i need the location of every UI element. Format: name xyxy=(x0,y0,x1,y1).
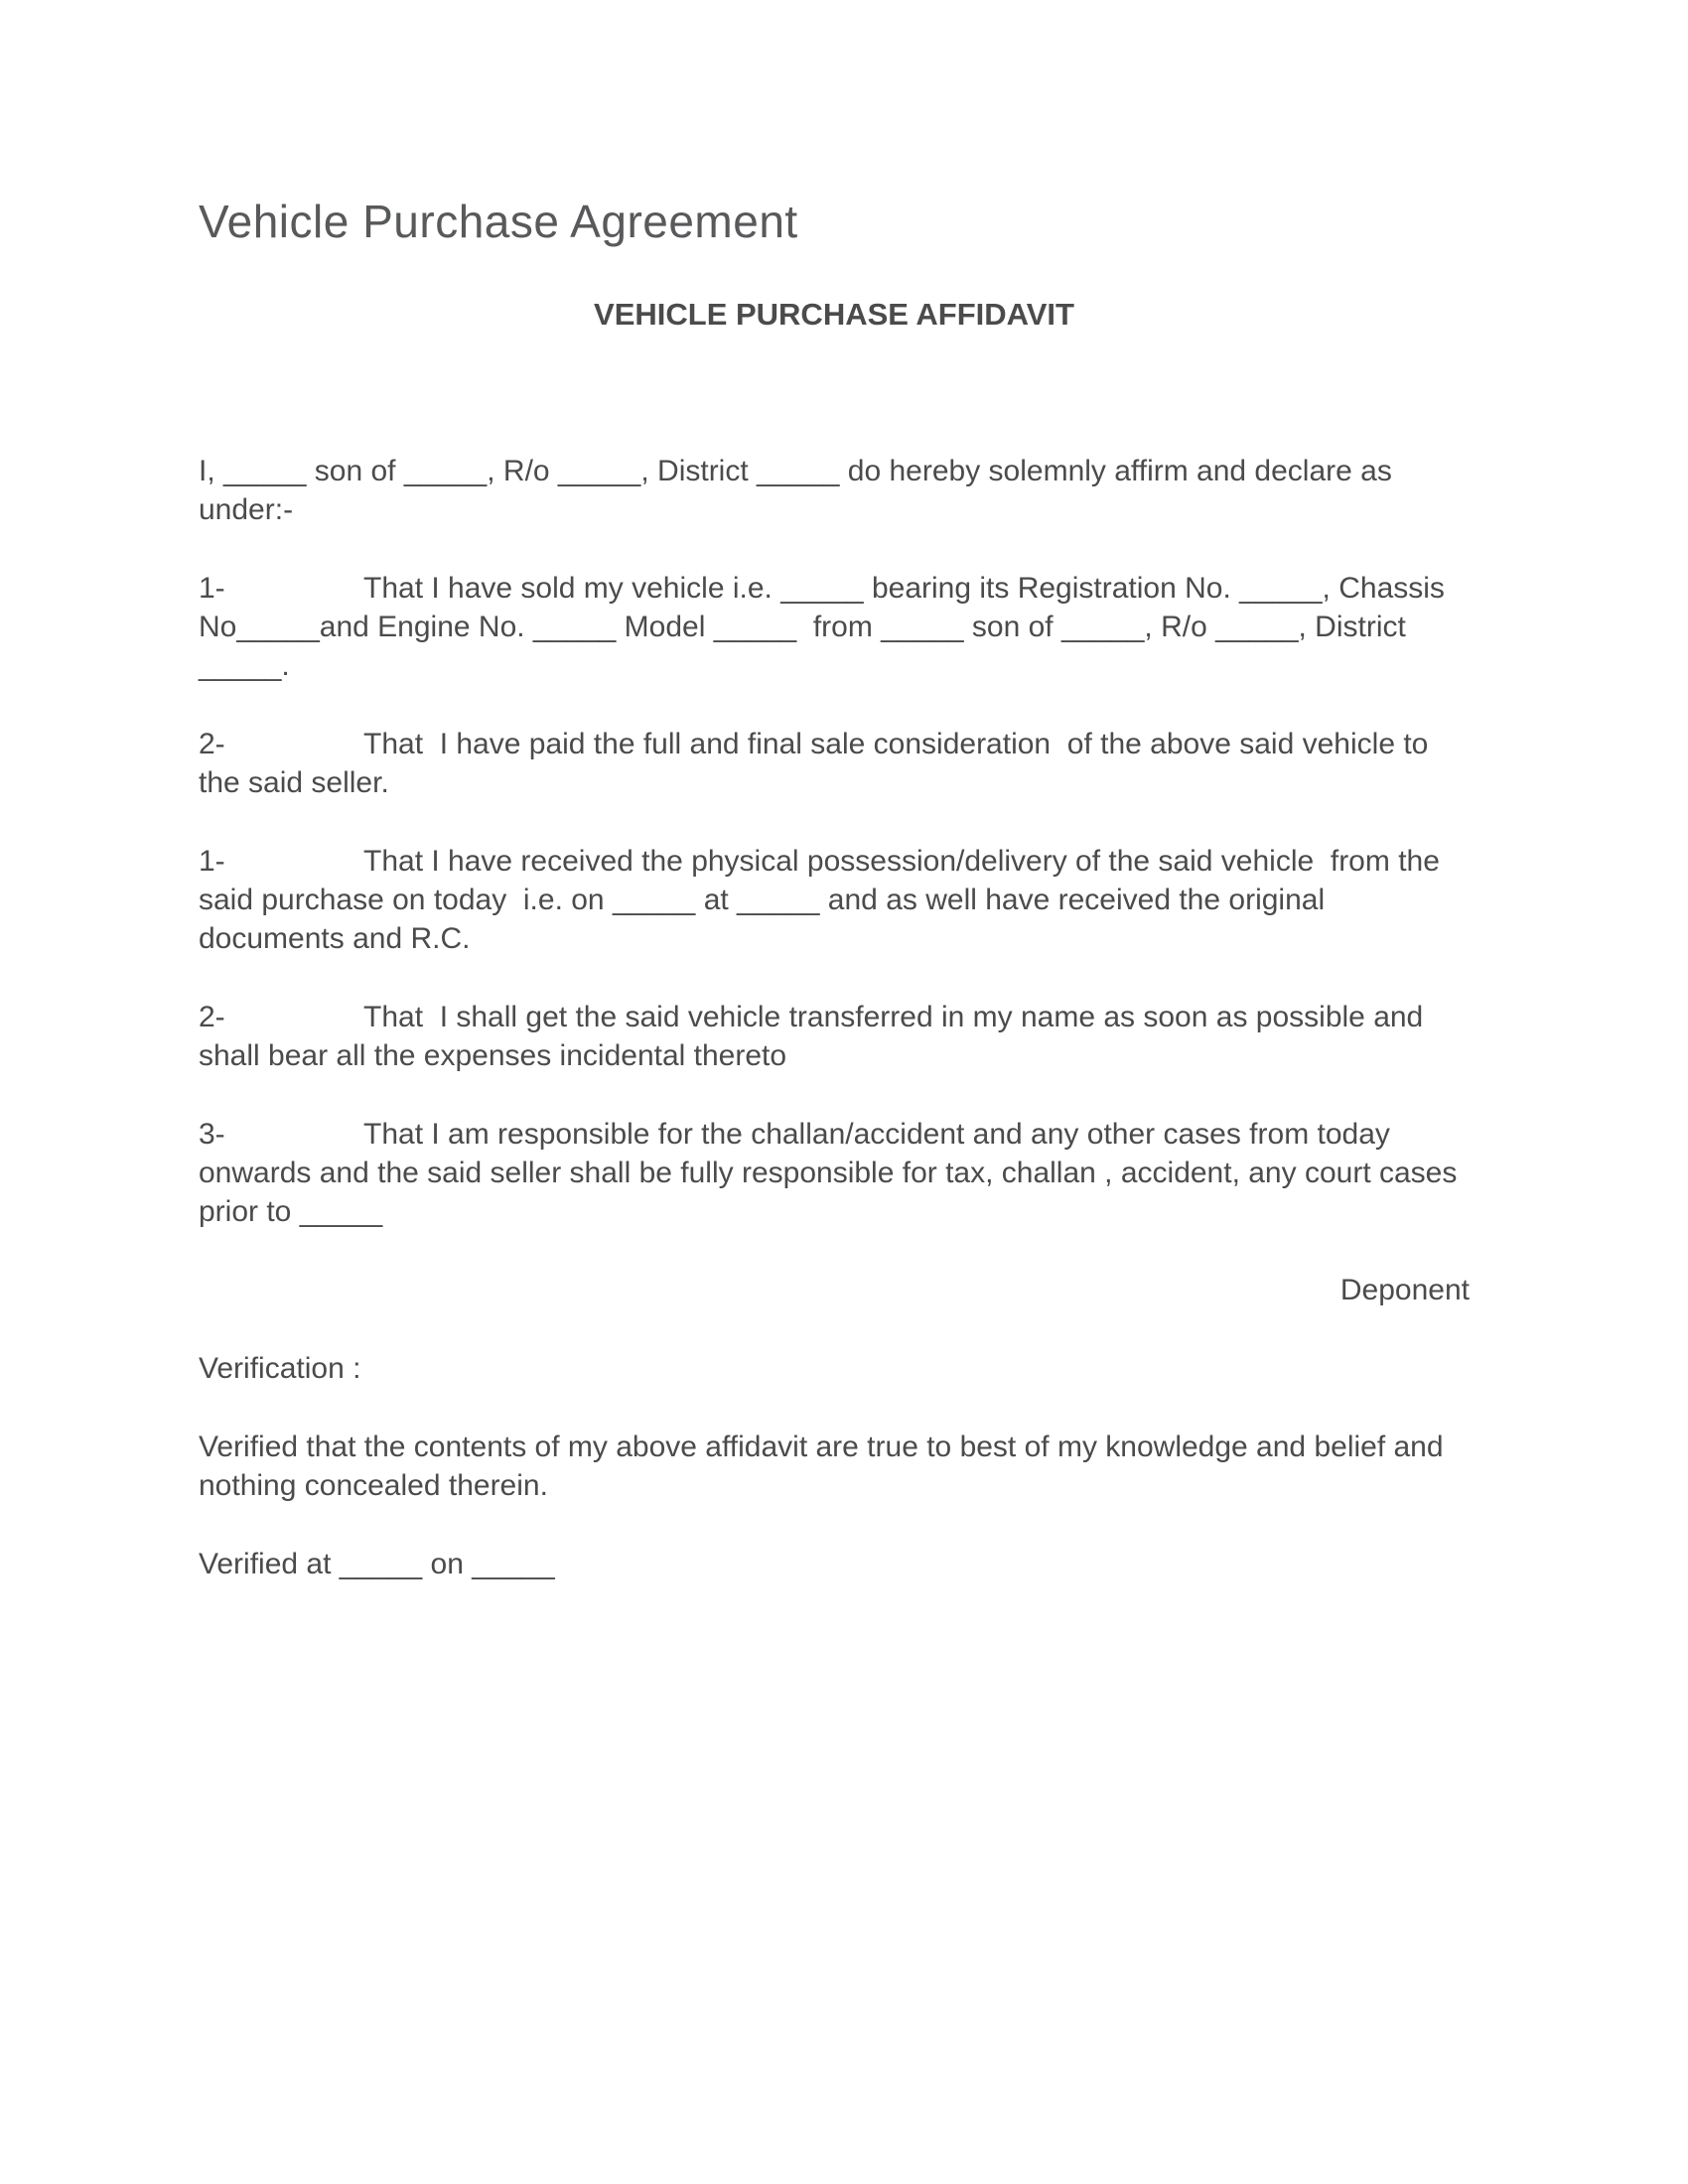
clause-item xyxy=(199,569,1470,685)
clause-item xyxy=(199,998,1470,1075)
clause-text: That I have sold my vehicle i.e. _____ bearing its Registration No. _____, Chassis No_____and Engine No. _____ Model _____ from _____ son of _____, R/o _____, District _____. xyxy=(199,572,1454,683)
clause-text: That I am responsible for the challan/accident and any other cases from today onwards and the said seller shall be fully responsible for tax, challan , accident, any court cases prior to _____ xyxy=(199,1118,1466,1229)
clause-text: That I have received the physical possession/delivery of the said vehicle from the said purchase on today i.e. on _____ at _____ and as well have received the original documents and R.C. xyxy=(199,845,1449,956)
verification-heading: Verification : xyxy=(199,1352,361,1386)
clause-item xyxy=(199,1115,1470,1231)
clause-number: 2- xyxy=(199,728,225,761)
intro-paragraph: I, _____ son of _____, R/o _____, District _____ do hereby solemnly affirm and declare as under:- xyxy=(199,455,1401,527)
verification-paragraph: Verified that the contents of my above affidavit are true to best of my knowledge and belief and nothing concealed therein. xyxy=(199,1431,1452,1503)
clause-number: 1- xyxy=(199,572,225,606)
clause-number: 1- xyxy=(199,845,225,879)
verified-at-line: Verified at _____ on _____ xyxy=(199,1548,555,1581)
deponent-label: Deponent xyxy=(1339,1274,1470,1307)
clause-item xyxy=(199,725,1470,802)
clause-number: 2- xyxy=(199,1001,225,1034)
clause-text: That I have paid the full and final sale consideration of the above said vehicle to the said seller. xyxy=(199,728,1437,800)
page-title: Vehicle Purchase Agreement xyxy=(199,196,798,247)
clause-number: 3- xyxy=(199,1118,225,1152)
affidavit-heading: VEHICLE PURCHASE AFFIDAVIT xyxy=(594,297,1074,333)
clause-text: That I shall get the said vehicle transferred in my name as soon as possible and shall bear all the expenses incidental thereto xyxy=(199,1001,1432,1073)
clause-item xyxy=(199,842,1470,958)
